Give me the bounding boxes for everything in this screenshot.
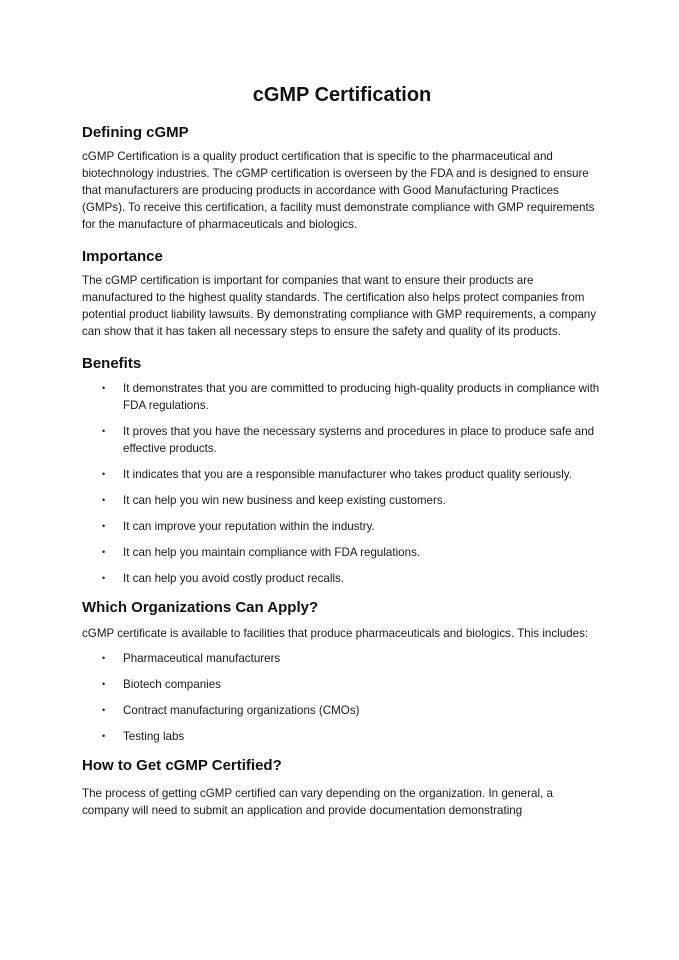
list-item (82, 423, 602, 457)
bullet-icon: • (102, 547, 106, 557)
bullet-icon: • (102, 731, 106, 741)
list-item (82, 676, 602, 693)
bullet-icon: • (102, 573, 106, 583)
list-item (82, 544, 602, 561)
list-item-text: Pharmaceutical manufacturers (123, 652, 281, 665)
list-item-text: Biotech companies (123, 678, 221, 691)
list-item (82, 570, 602, 587)
list-item-text: Contract manufacturing organizations (CMOs) (123, 704, 360, 717)
list-item (82, 702, 602, 719)
list-item-text: It can improve your reputation within the industry. (123, 520, 375, 533)
benefits-list (82, 380, 602, 587)
list-item-text: It can help you avoid costly product recalls. (123, 572, 345, 585)
section-paragraph-importance: The cGMP certification is important for companies that want to ensure their products are manufactured to the highest quality standards. The certification also helps protect companies from potential product liability lawsuits. By demonstrating compliance with GMP requirements, a company can show that it has taken all necessary steps to ensure the safety and quality of its products. (82, 274, 597, 338)
bullet-icon: • (102, 383, 106, 393)
list-item-text: It indicates that you are a responsible manufacturer who takes product quality seriously. (123, 468, 572, 481)
bullet-icon: • (102, 679, 106, 689)
document-title: cGMP Certification (252, 84, 432, 106)
section-paragraph-defining: cGMP Certification is a quality product certification that is specific to the pharmaceutical and biotechnology industries. The cGMP certification is overseen by the FDA and is designed to ensure that manufacturers are producing products in accordance with Good Manufacturing Practices (GMPs). To receive this certification, a facility must demonstrate compliance with GMP requirements for the manufacture of pharmaceuticals and biologics. (82, 150, 595, 231)
bullet-icon: • (102, 653, 106, 663)
section-paragraph-howto: The process of getting cGMP certified can vary depending on the organization. In general, a company will need to submit an application and provide documentation demonstrating (82, 787, 553, 817)
list-item (82, 380, 602, 414)
bullet-icon: • (102, 426, 106, 436)
list-item-text: It can help you win new business and keep existing customers. (123, 494, 446, 507)
list-item-text: It can help you maintain compliance with FDA regulations. (123, 546, 421, 559)
section-paragraph-organizations: cGMP certificate is available to facilities that produce pharmaceuticals and biologics. This includes: (82, 627, 589, 640)
list-item (82, 492, 602, 509)
list-item (82, 466, 602, 483)
list-item-text: Testing labs (123, 730, 185, 743)
list-item-text: It proves that you have the necessary systems and procedures in place to produce safe and effective products. (123, 425, 595, 455)
list-item (82, 728, 602, 745)
section-heading-defining: Defining cGMP (82, 124, 189, 141)
section-heading-benefits: Benefits (82, 355, 142, 372)
section-heading-organizations: Which Organizations Can Apply? (82, 599, 319, 616)
document-page (82, 80, 602, 819)
bullet-icon: • (102, 495, 106, 505)
section-heading-importance: Importance (82, 248, 163, 265)
bullet-icon: • (102, 705, 106, 715)
list-item-text: It demonstrates that you are committed to producing high-quality products in compliance with FDA regulations. (123, 382, 600, 412)
list-item (82, 518, 602, 535)
organizations-list (82, 650, 602, 745)
bullet-icon: • (102, 521, 106, 531)
bullet-icon: • (102, 469, 106, 479)
section-heading-howto: How to Get cGMP Certified? (82, 757, 282, 774)
list-item (82, 650, 602, 667)
